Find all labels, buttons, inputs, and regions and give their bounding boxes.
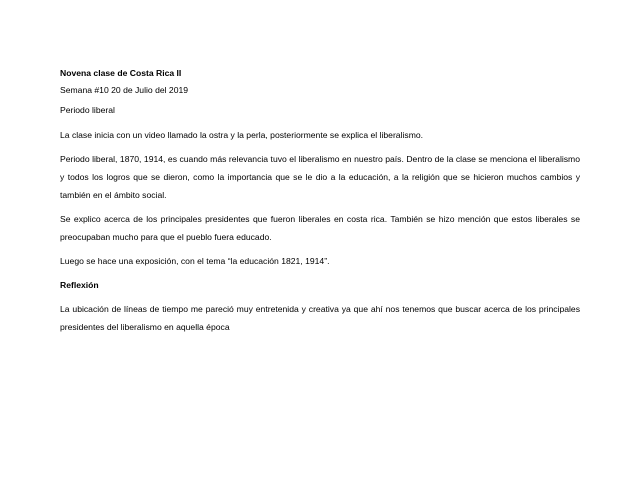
reflection-heading: Reflexión xyxy=(60,280,99,290)
paragraph-intro: La clase inicia con un video llamado la ostra y la perla, posteriormente se explica el liberalismo. xyxy=(60,130,424,140)
section-label: Periodo liberal xyxy=(60,105,115,115)
paragraph-presidentes: Se explico acerca de los principales presidentes que fueron liberales en costa rica. También se hizo mención que estos liberales se preocupaban mucho para que el pueblo fuera educado. xyxy=(60,214,580,242)
document-page xyxy=(60,68,580,342)
document-title: Novena clase de Costa Rica II xyxy=(60,68,182,78)
reflection-paragraph: La ubicación de líneas de tiempo me pareció muy entretenida y creativa ya que ahí nos tenemos que buscar acerca de los principales presidentes del liberalismo en aquella época xyxy=(60,304,580,332)
paragraph-periodo-liberal: Periodo liberal, 1870, 1914, es cuando más relevancia tuvo el liberalismo en nuestro país. Dentro de la clase se menciona el liberalismo y todos los logros que se dieron, como la importancia que se le dio a la educación, a la religión que se hicieron muchos cambios y también en el ámbito social. xyxy=(60,154,580,200)
paragraph-exposicion: Luego se hace una exposición, con el tema “la educación 1821, 1914”. xyxy=(60,256,330,266)
week-date-line: Semana #10 20 de Julio del 2019 xyxy=(60,85,189,95)
